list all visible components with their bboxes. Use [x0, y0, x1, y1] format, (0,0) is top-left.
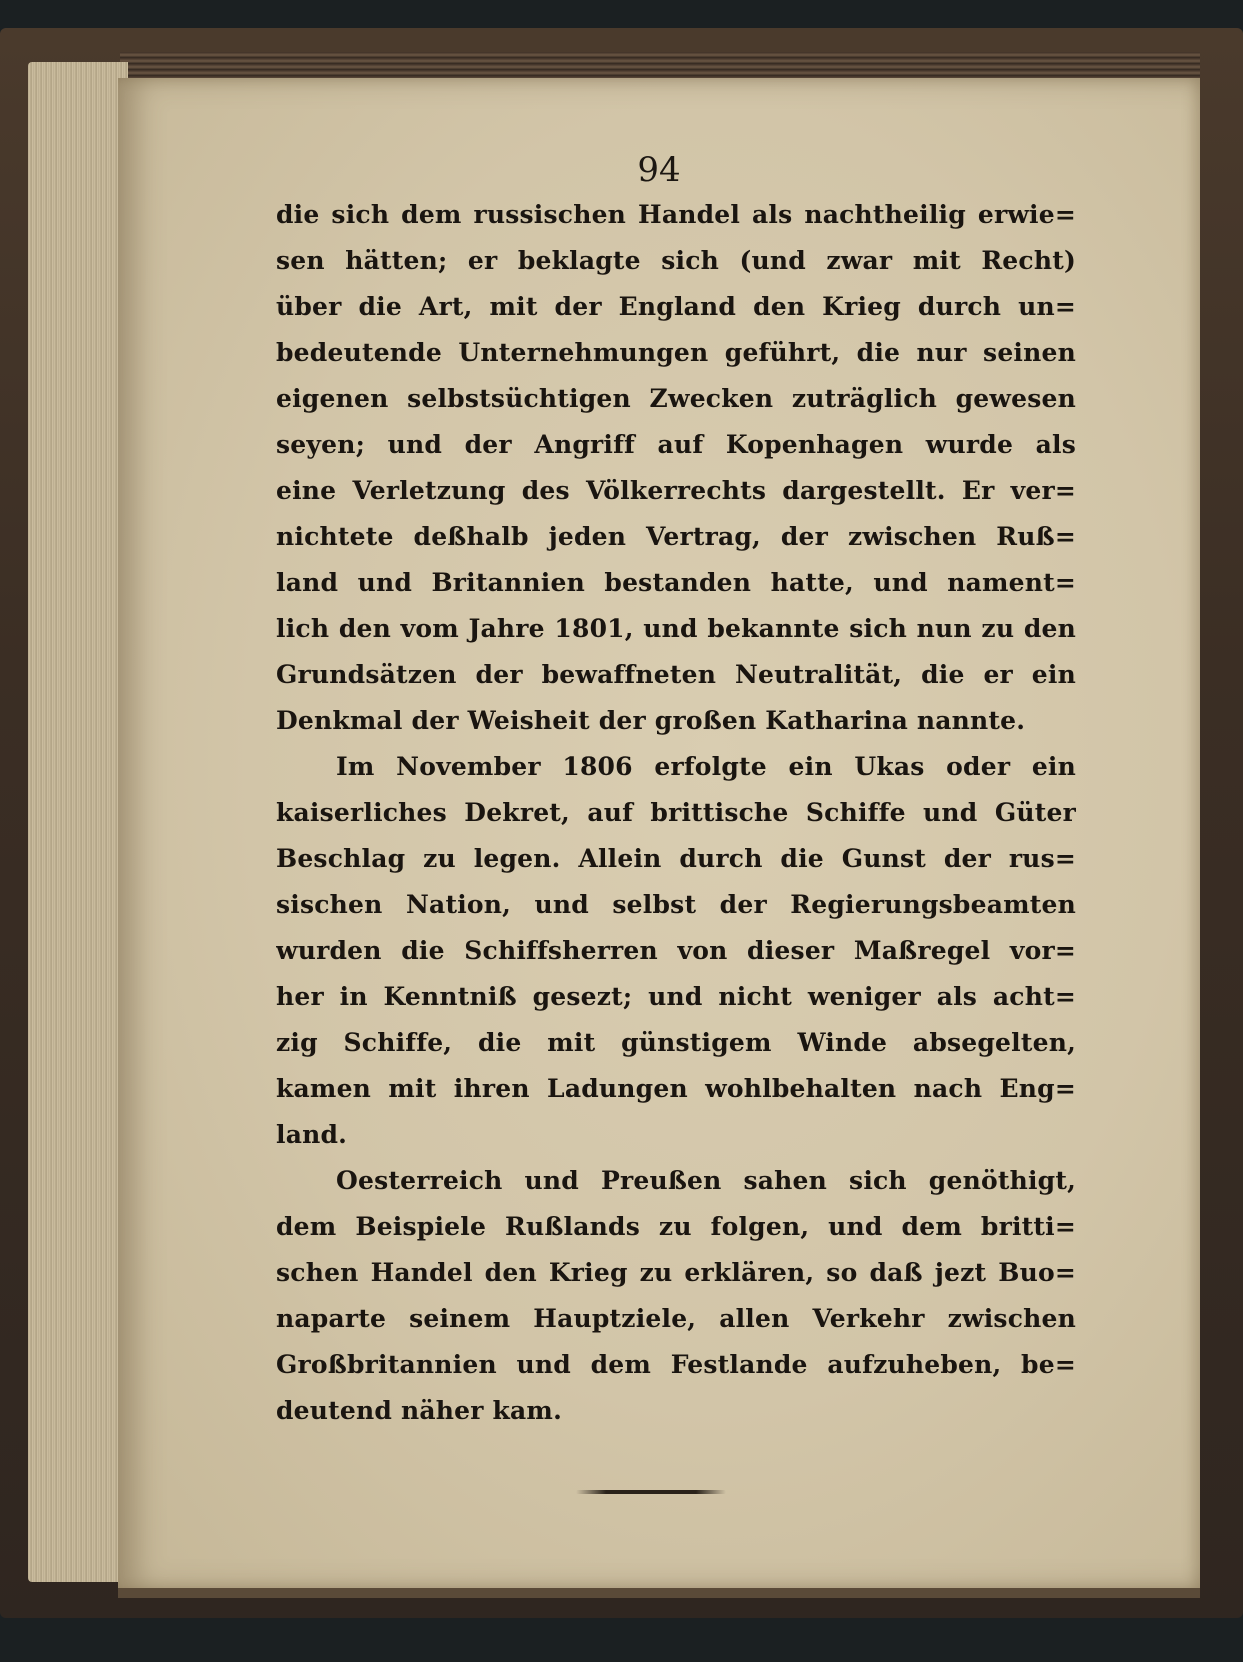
- text-line: eine Verletzung des Völkerrechts dargestellt. Er ver=: [276, 476, 1076, 505]
- text-line: die sich dem russischen Handel als nachtheilig erwie=: [276, 200, 1076, 229]
- text-line: wurden die Schiffsherren von dieser Maßregel vor=: [276, 936, 1076, 965]
- text-line: kamen mit ihren Ladungen wohlbehalten nach Eng=: [276, 1074, 1076, 1103]
- end-rule: [576, 1490, 726, 1494]
- text-line: Denkmal der Weisheit der großen Katharina nannte.: [276, 706, 1026, 735]
- text-line: Großbritannien und dem Festlande aufzuheben, be=: [276, 1350, 1076, 1379]
- text-line: über die Art, mit der England den Krieg durch un=: [276, 292, 1076, 321]
- text-line: kaiserliches Dekret, auf brittische Schiffe und Güter: [276, 798, 1076, 827]
- text-line: schen Handel den Krieg zu erklären, so daß jezt Buo=: [276, 1258, 1076, 1287]
- text-line: naparte seinem Hauptziele, allen Verkehr zwischen: [276, 1304, 1076, 1333]
- text-line: Grundsätzen der bewaffneten Neutralität, die er ein: [276, 660, 1076, 689]
- book-page: [118, 78, 1200, 1590]
- text-line: lich den vom Jahre 1801, und bekannte sich nun zu den: [276, 614, 1076, 643]
- page-number: 94: [637, 150, 681, 190]
- text-line: Oesterreich und Preußen sahen sich genöthigt,: [336, 1166, 1076, 1195]
- page-edges: [28, 62, 128, 1582]
- text-line: seyen; und der Angriff auf Kopenhagen wurde als: [276, 430, 1076, 459]
- text-line: zig Schiffe, die mit günstigem Winde absegelten,: [276, 1028, 1076, 1057]
- text-line: land.: [276, 1120, 348, 1149]
- text-line: deutend näher kam.: [276, 1396, 562, 1425]
- book-bottom-edge: [118, 1588, 1200, 1598]
- text-line: land und Britannien bestanden hatte, und nament=: [276, 568, 1076, 597]
- text-line: eigenen selbstsüchtigen Zwecken zuträglich gewesen: [276, 384, 1076, 413]
- text-line: sen hätten; er beklagte sich (und zwar mit Recht): [276, 246, 1076, 275]
- book-top-edge: [120, 52, 1200, 80]
- text-line: nichtete deßhalb jeden Vertrag, der zwischen Ruß=: [276, 522, 1076, 551]
- text-line: Im November 1806 erfolgte ein Ukas oder ein: [336, 752, 1076, 781]
- text-line: dem Beispiele Rußlands zu folgen, und dem britti=: [276, 1212, 1076, 1241]
- text-line: her in Kenntniß gesezt; und nicht weniger als acht=: [276, 982, 1076, 1011]
- text-line: bedeutende Unternehmungen geführt, die nur seinen: [276, 338, 1076, 367]
- text-line: Beschlag zu legen. Allein durch die Gunst der rus=: [276, 844, 1076, 873]
- text-line: sischen Nation, und selbst der Regierungsbeamten: [276, 890, 1076, 919]
- body-text: [276, 192, 1076, 1434]
